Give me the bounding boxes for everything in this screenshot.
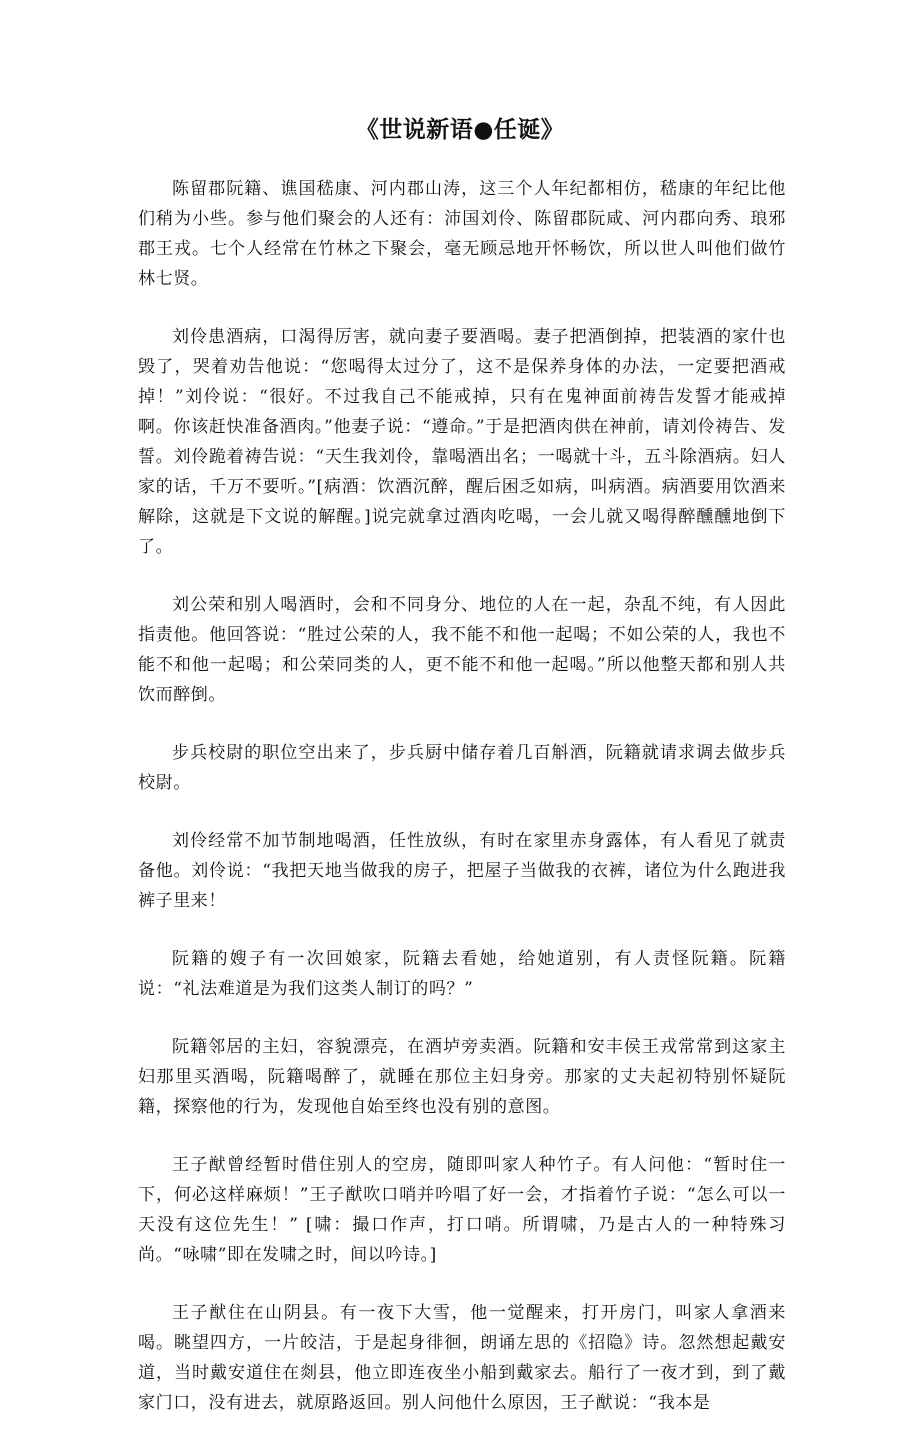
paragraph: 步兵校尉的职位空出来了，步兵厨中储存着几百斛酒，阮籍就请求调去做步兵校尉。 (138, 743, 786, 793)
paragraph: 阮籍邻居的主妇，容貌漂亮，在酒垆旁卖酒。阮籍和安丰侯王戎常常到这家主妇那里买酒喝，阮籍喝醉了，就睡在那位主妇身旁。那家的丈夫起初特别怀疑阮籍，探察他的行为，发现他自始至终也没有别的意图。 (138, 1037, 786, 1117)
paragraph: 阮籍的嫂子有一次回娘家，阮籍去看她，给她道别，有人责怪阮籍。阮籍说：“礼法难道是为我们这类人制订的吗？” (138, 949, 786, 999)
paragraph: 刘伶经常不加节制地喝酒，任性放纵，有时在家里赤身露体，有人看见了就责备他。刘伶说：“我把天地当做我的房子，把屋子当做我的衣裤，诸位为什么跑进我裤子里来！ (138, 831, 786, 911)
paragraph: 王子猷住在山阴县。有一夜下大雪，他一觉醒来，打开房门，叫家人拿酒来喝。眺望四方，一片皎洁，于是起身徘徊，朗诵左思的《招隐》诗。忽然想起戴安道，当时戴安道住在剡县，他立即连夜坐小船到戴家去。船行了一夜才到，到了戴家门口，没有进去，就原路返回。别人问他什么原因，王子猷说：“我本是 (138, 1303, 786, 1413)
paragraph: 刘伶患酒病，口渴得厉害，就向妻子要酒喝。妻子把酒倒掉，把装酒的家什也毁了，哭着劝告他说：“您喝得太过分了，这不是保养身体的办法，一定要把酒戒掉！”刘伶说：“很好。不过我自己不能戒掉，只有在鬼神面前祷告发誓才能戒掉啊。你该赶快准备酒肉。”他妻子说：“遵命。”于是把酒肉供在神前，请刘伶祷告、发誓。刘伶跪着祷告说：“天生我刘伶，靠喝酒出名；一喝就十斗，五斗除酒病。妇人家的话，千万不要听。”[病酒：饮酒沉醉，醒后困乏如病，叫病酒。病酒要用饮酒来解除，这就是下文说的解醒。]说完就拿过酒肉吃喝，一会儿就又喝得醉醺醺地倒下了。 (138, 327, 786, 557)
paragraph: 王子猷曾经暂时借住别人的空房，随即叫家人种竹子。有人问他：“暂时住一下，何必这样麻烦！”王子猷吹口哨并吟唱了好一会，才指着竹子说：“怎么可以一天没有这位先生！” [啸：撮口作声，打口哨。所谓啸，乃是古人的一种特殊习尚。“咏啸”即在发啸之时，间以吟诗。] (138, 1155, 786, 1265)
document-body (138, 174, 786, 1446)
paragraph: 陈留郡阮籍、谯国嵇康、河内郡山涛，这三个人年纪都相仿，嵇康的年纪比他们稍为小些。参与他们聚会的人还有：沛国刘伶、陈留郡阮咸、河内郡向秀、琅邪郡王戎。七个人经常在竹林之下聚会，毫无顾忌地开怀畅饮，所以世人叫他们做竹林七贤。 (138, 179, 786, 289)
page-title: 《世说新语●任诞》 (355, 116, 565, 143)
paragraph: 刘公荣和别人喝酒时，会和不同身分、地位的人在一起，杂乱不纯，有人因此指责他。他回答说：“胜过公荣的人，我不能不和他一起喝；不如公荣的人，我也不能不和他一起喝；和公荣同类的人，更不能不和他一起喝。”所以他整天都和别人共饮而醉倒。 (138, 595, 786, 705)
